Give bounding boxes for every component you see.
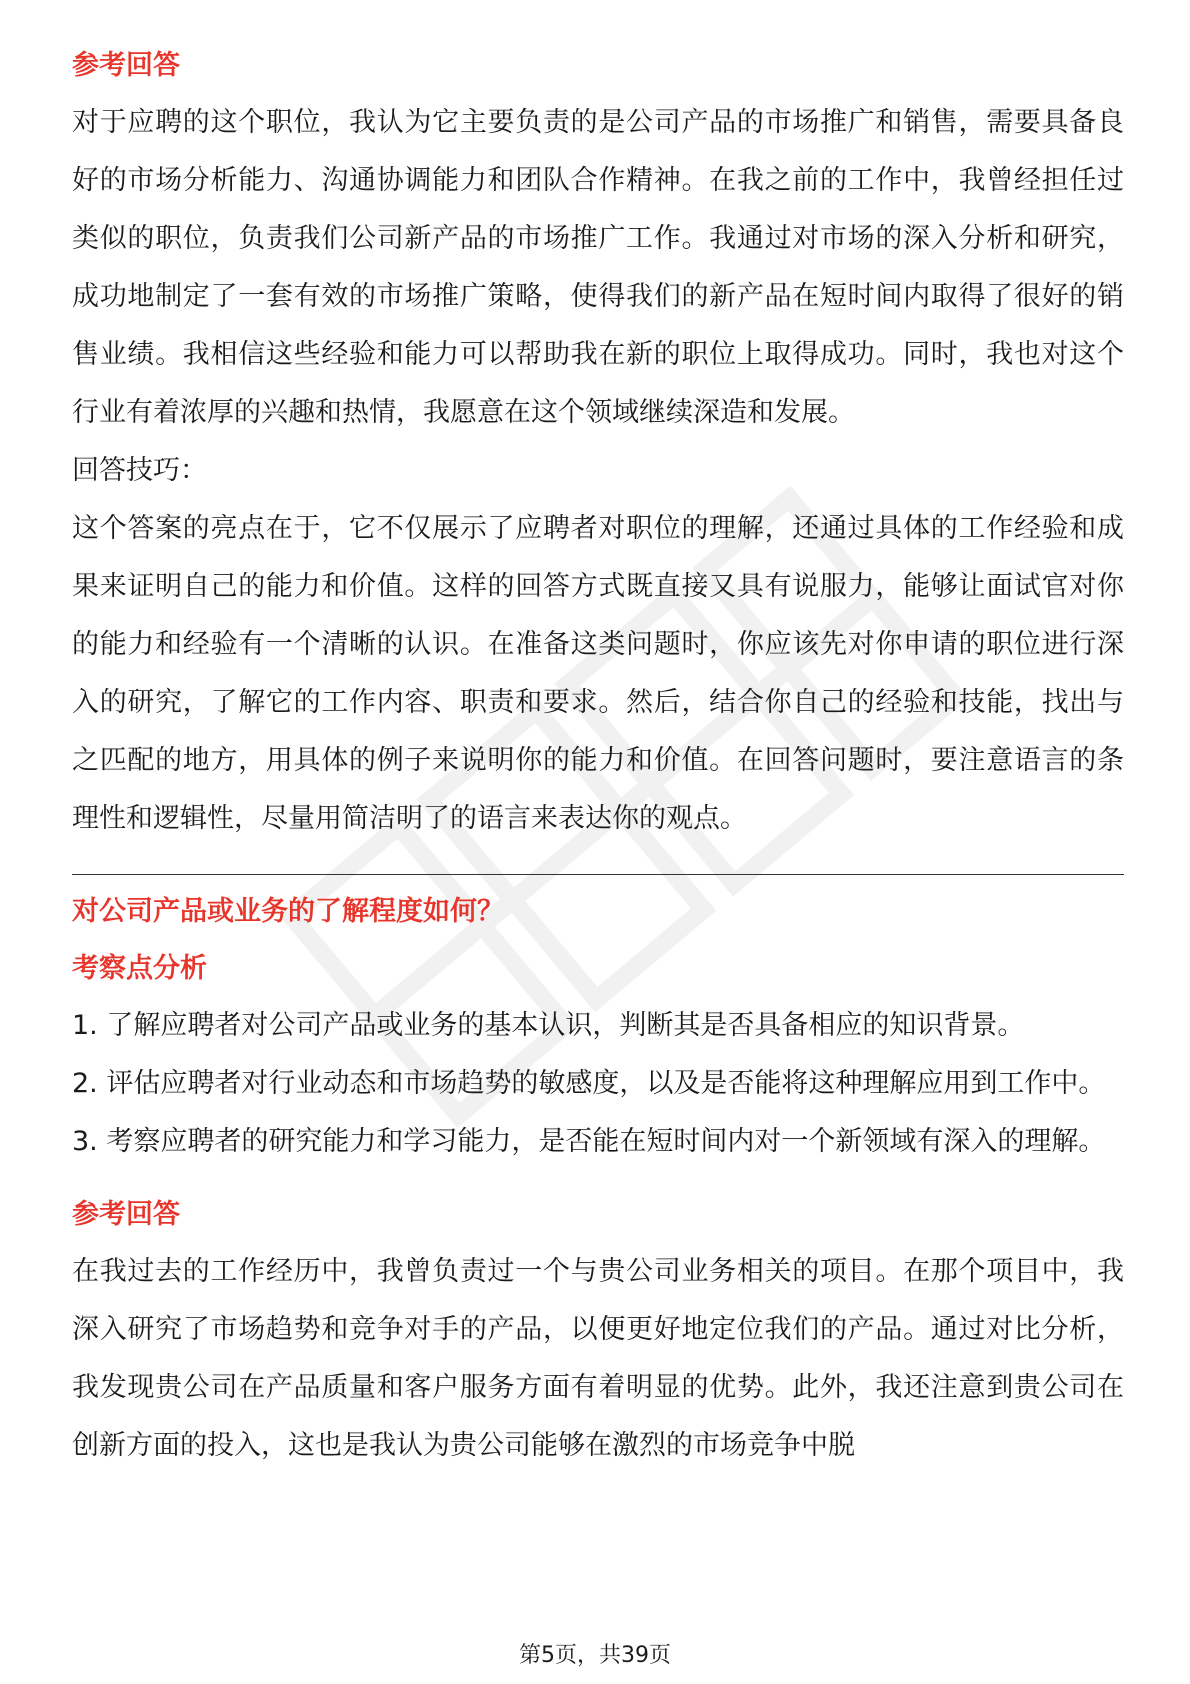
analysis-point: 3. 考察应聘者的研究能力和学习能力，是否能在短时间内对一个新领域有深入的理解。: [72, 1126, 1106, 1157]
reference-answer-heading: 参考回答: [72, 1199, 180, 1230]
page-content: [72, 38, 1124, 1475]
reference-answer-text: 对于应聘的这个职位，我认为它主要负责的是公司产品的市场推广和销售，需要具备良好的市场分析能力、沟通协调能力和团队合作精神。在我之前的工作中，我曾经担任过类似的职位，负责我们公司新产品的市场推广工作。我通过对市场的深入分析和研究，成功地制定了一套有效的市场推广策略，使得我们的新产品在短时间内取得了很好的销售业绩。我相信这些经验和能力可以帮助我在新的职位上取得成功。同时，我也对这个行业有着浓厚的兴趣和热情，我愿意在这个领域继续深造和发展。: [72, 107, 1124, 428]
answer-tips-label: 回答技巧：: [72, 455, 207, 486]
page-number: 第5页，共39页: [519, 1643, 671, 1668]
analysis-point: 1. 了解应聘者对公司产品或业务的基本认识，判断其是否具备相应的知识背景。: [72, 1010, 1025, 1041]
reference-answer-text: 在我过去的工作经历中，我曾负责过一个与贵公司业务相关的项目。在那个项目中，我深入研究了市场趋势和竞争对手的产品，以便更好地定位我们的产品。通过对比分析，我发现贵公司在产品质量和客户服务方面有着明显的优势。此外，我还注意到贵公司在创新方面的投入，这也是我认为贵公司能够在激烈的市场竞争中脱: [72, 1256, 1124, 1461]
section-divider: [72, 874, 1124, 875]
analysis-point: 2. 评估应聘者对行业动态和市场趋势的敏感度，以及是否能将这种理解应用到工作中。: [72, 1068, 1106, 1099]
question-title: 对公司产品或业务的了解程度如何？: [72, 896, 504, 927]
answer-tips-text: 这个答案的亮点在于，它不仅展示了应聘者对职位的理解，还通过具体的工作经验和成果来证明自己的能力和价值。这样的回答方式既直接又具有说服力，能够让面试官对你的能力和经验有一个清晰的认识。在准备这类问题时，你应该先对你申请的职位进行深入的研究，了解它的工作内容、职责和要求。然后，结合你自己的经验和技能，找出与之匹配的地方，用具体的例子来说明你的能力和价值。在回答问题时，要注意语言的条理性和逻辑性，尽量用简洁明了的语言来表达你的观点。: [72, 513, 1124, 834]
spacer: [72, 1171, 1124, 1187]
analysis-heading: 考察点分析: [72, 953, 207, 984]
reference-answer-heading: 参考回答: [72, 50, 180, 81]
